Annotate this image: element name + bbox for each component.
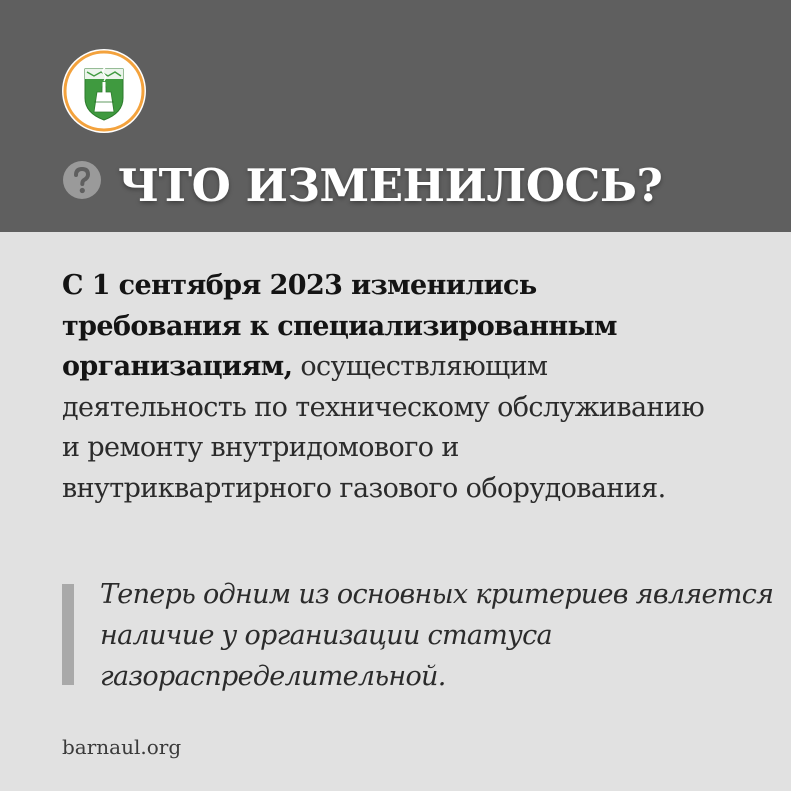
lead-paragraph bbox=[62, 266, 722, 509]
footer-site-link[interactable]: barnaul.org bbox=[62, 735, 182, 759]
quote-text: Теперь одним из основных критериев является наличие у организации статуса газораспределительной. bbox=[100, 579, 774, 692]
page-title: ЧТО ИЗМЕНИЛОСЬ? bbox=[118, 159, 663, 212]
header-banner bbox=[0, 0, 791, 232]
lead-bold-text: С 1 сентября 2023 изменились требования к специализированным организациям, bbox=[62, 270, 617, 382]
lead-regular-text: осуществляющим деятельность по техническому обслуживанию и ремонту внутридомового и внутриквартирного газового оборудования. bbox=[62, 351, 705, 504]
quote-bar bbox=[62, 584, 74, 685]
question-mark-icon bbox=[62, 160, 102, 200]
barnaul-coat-of-arms-icon bbox=[61, 48, 147, 134]
